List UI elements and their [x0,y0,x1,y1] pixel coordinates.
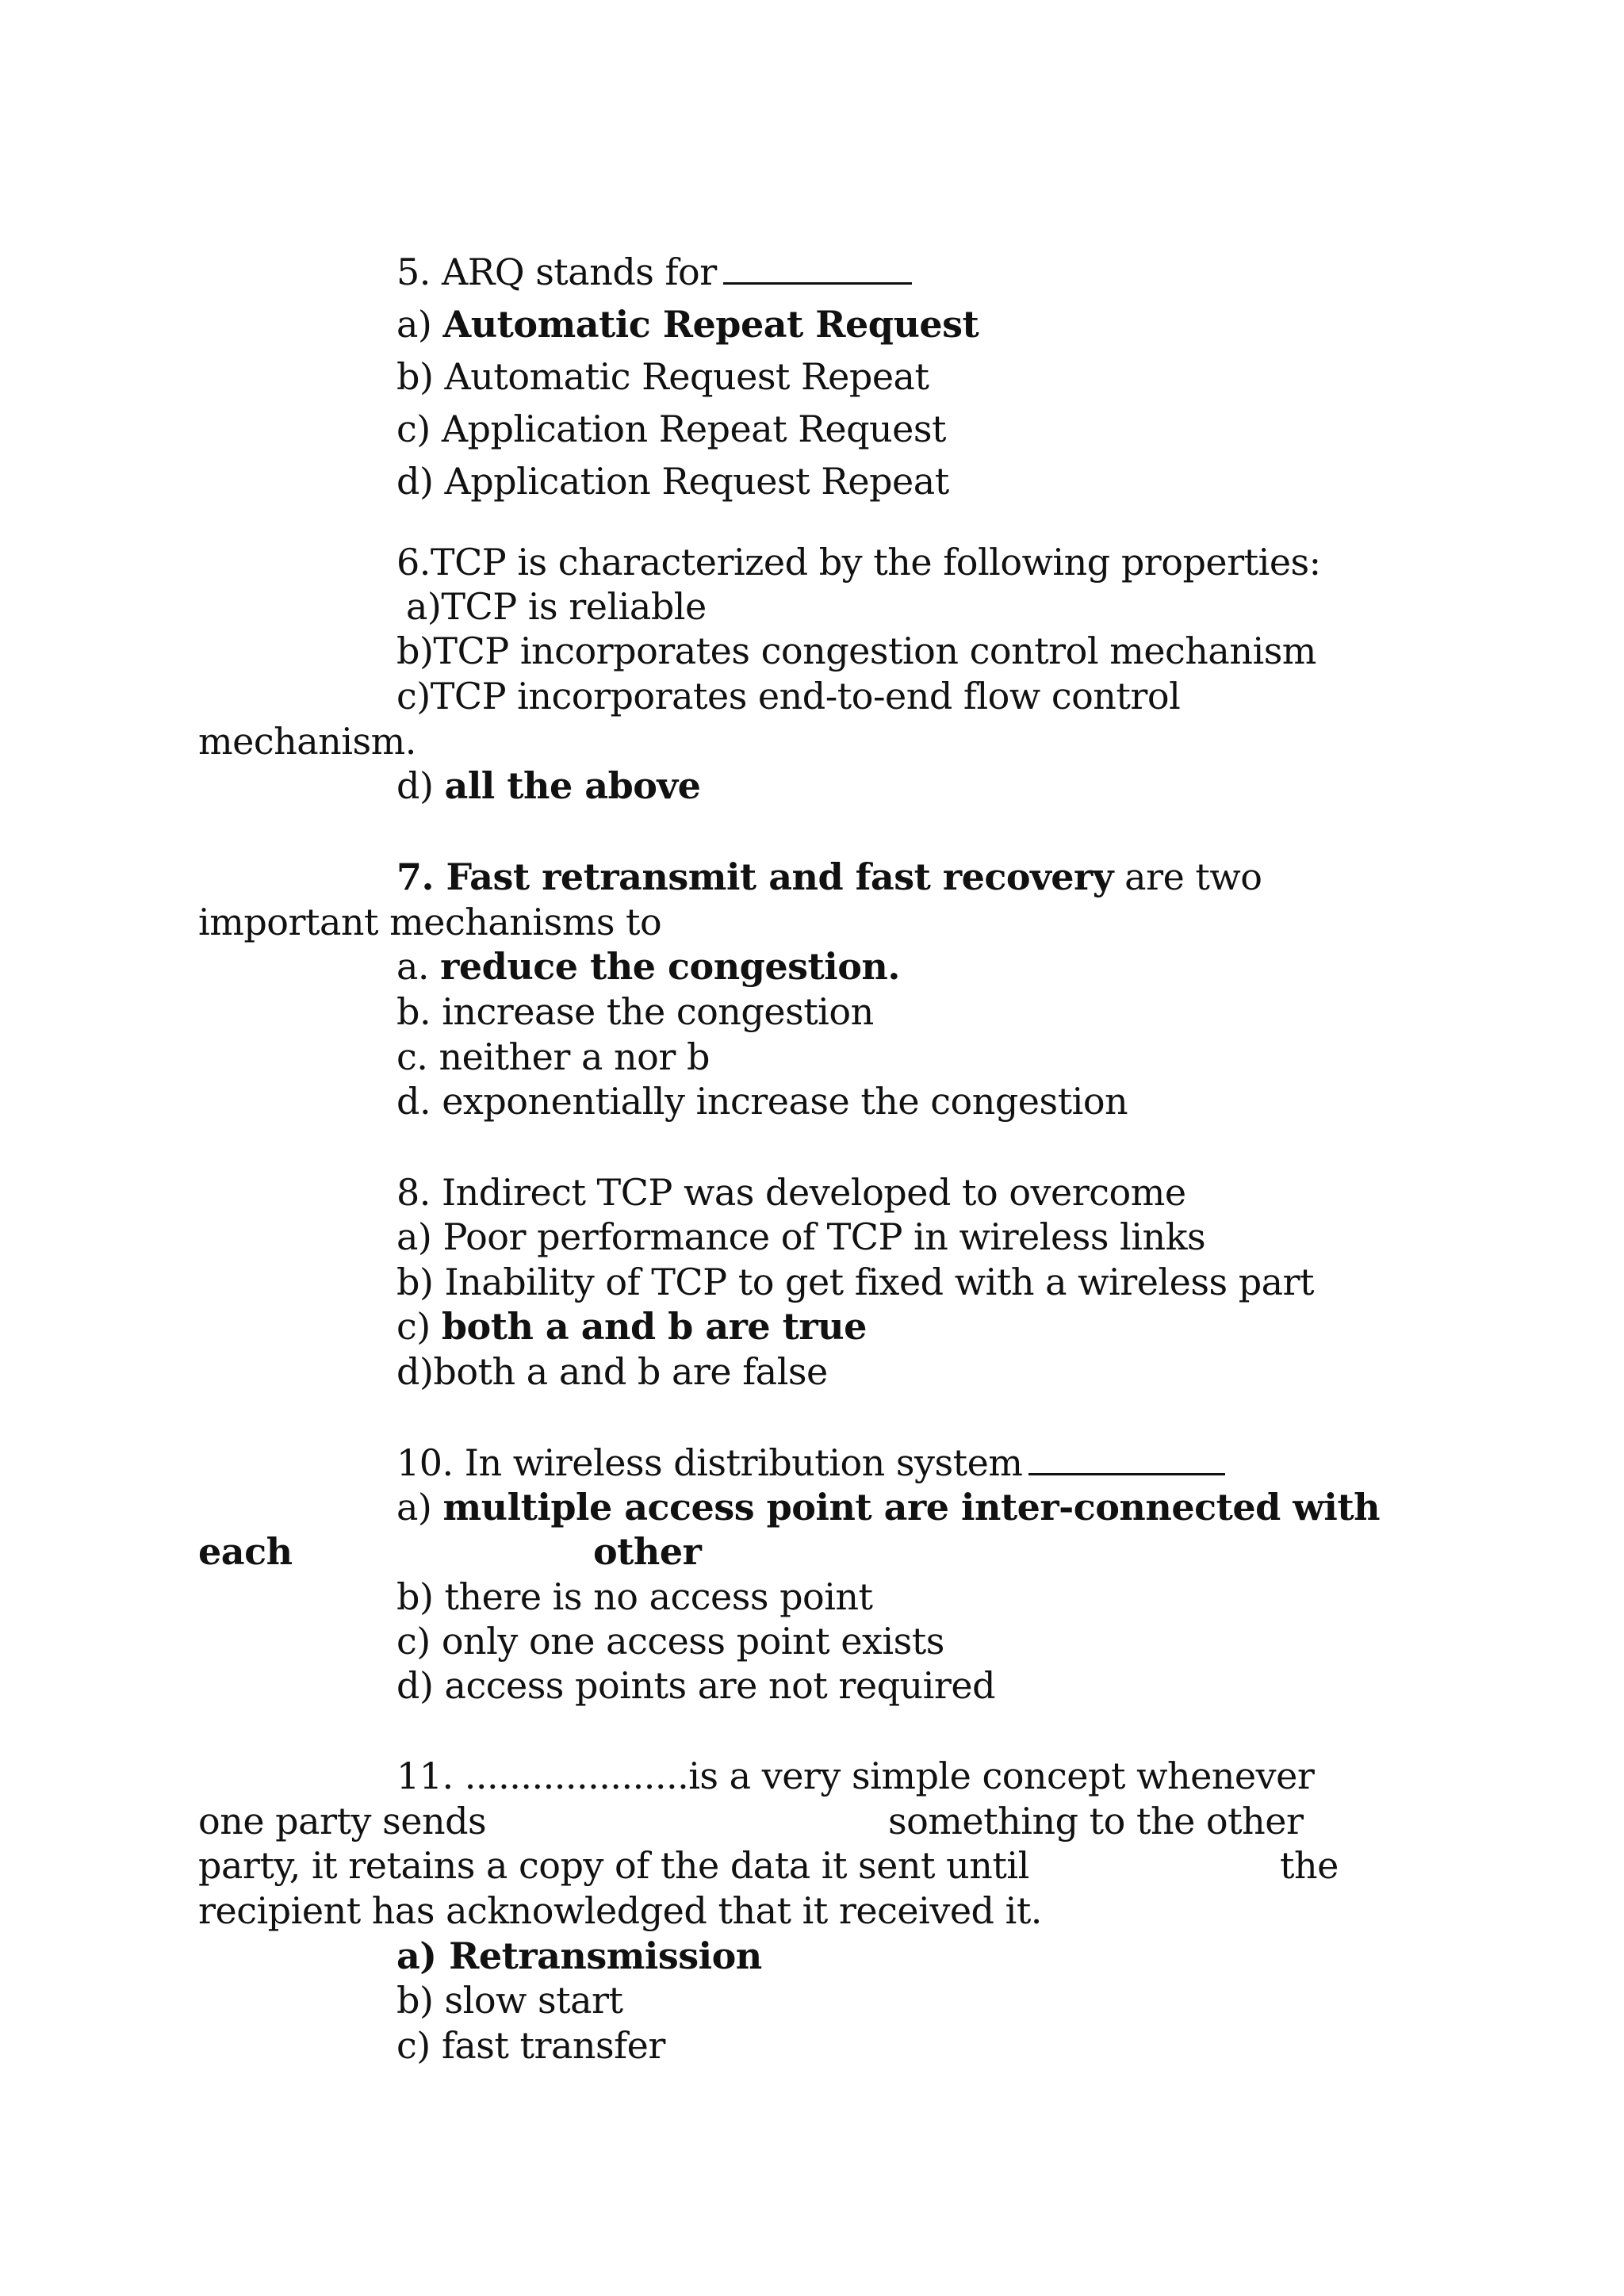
q8-option-c [396,1305,867,1348]
q10-option-c: c) only one access point exists [396,1620,944,1663]
q8-option-b: b) Inability of TCP to get fixed with a wireless part [396,1261,1315,1303]
q5-correct-answer: Automatic Repeat Request [442,303,979,346]
q7-option-a [396,945,900,988]
q7-stem [396,855,1262,898]
q7-stem-bold: 7. Fast retransmit and fast recovery [396,855,1114,898]
q7-option-b: b. increase the congestion [396,990,874,1033]
q8-option-d: d)both a and b are false [396,1350,828,1393]
q11-option-c: c) fast transfer [396,2024,665,2067]
q6-option-b: b)TCP incorporates congestion control mechanism [396,629,1316,672]
q7-option-a-prefix: a. [396,945,441,988]
q6-option-c-continued: mechanism. [198,720,416,763]
q7-stem-continued: important mechanisms to [198,901,662,943]
q5-stem [396,251,912,293]
q6-option-d-prefix: d) [396,764,445,807]
q5-option-d: d) Application Request Repeat [396,460,949,503]
q5-option-a [396,303,979,346]
q11-stem-line2-left: one party sends [198,1800,487,1843]
q7-option-d: d. exponentially increase the congestion [396,1080,1128,1123]
q10-option-a-each: each [198,1530,293,1573]
q7-option-c: c. neither a nor b [396,1035,710,1078]
q5-answer-blank [723,281,912,285]
q7-correct-answer: reduce the congestion. [440,945,900,988]
q10-stem [396,1441,1225,1484]
q6-option-a: a)TCP is reliable [406,585,707,628]
q8-option-c-prefix: c) [396,1305,442,1348]
q11-correct-answer: a) Retransmission [396,1934,762,1977]
q8-correct-answer: both a and b are true [441,1305,867,1348]
q10-correct-answer: multiple access point are inter-connected with [442,1486,1381,1529]
q10-option-b: b) there is no access point [396,1575,873,1618]
q11-stem-line3-left: party, it retains a copy of the data it sent until [198,1844,1029,1887]
q11-stem: 11. ....................is a very simple concept whenever [396,1755,1315,1797]
q8-option-a: a) Poor performance of TCP in wireless links [396,1215,1206,1258]
q11-stem-line4: recipient has acknowledged that it received it. [198,1889,1042,1932]
q11-stem-line2-right: something to the other [888,1800,1304,1843]
q6-stem: 6.TCP is characterized by the following properties: [396,541,1321,584]
q6-option-c: c)TCP incorporates end-to-end flow control [396,675,1181,718]
q5-option-b: b) Automatic Request Repeat [396,355,929,398]
q5-option-c: c) Application Repeat Request [396,408,946,450]
q11-option-b: b) slow start [396,1979,623,2022]
q10-stem-text: 10. In wireless distribution system [396,1441,1023,1484]
q6-option-d [396,764,700,807]
q10-option-d: d) access points are not required [396,1664,996,1707]
q10-option-a-prefix: a) [396,1486,443,1529]
q8-stem: 8. Indirect TCP was developed to overcome [396,1171,1186,1214]
q6-correct-answer: all the above [444,764,701,807]
q10-option-a-other: other [593,1530,702,1573]
q7-stem-rest: are two [1113,855,1262,898]
q5-option-a-prefix: a) [396,303,443,346]
q10-option-a [396,1486,1380,1529]
q5-stem-text: 5. ARQ stands for [396,251,717,293]
q10-answer-blank [1028,1471,1225,1475]
q11-stem-line3-right: the [1280,1844,1339,1887]
